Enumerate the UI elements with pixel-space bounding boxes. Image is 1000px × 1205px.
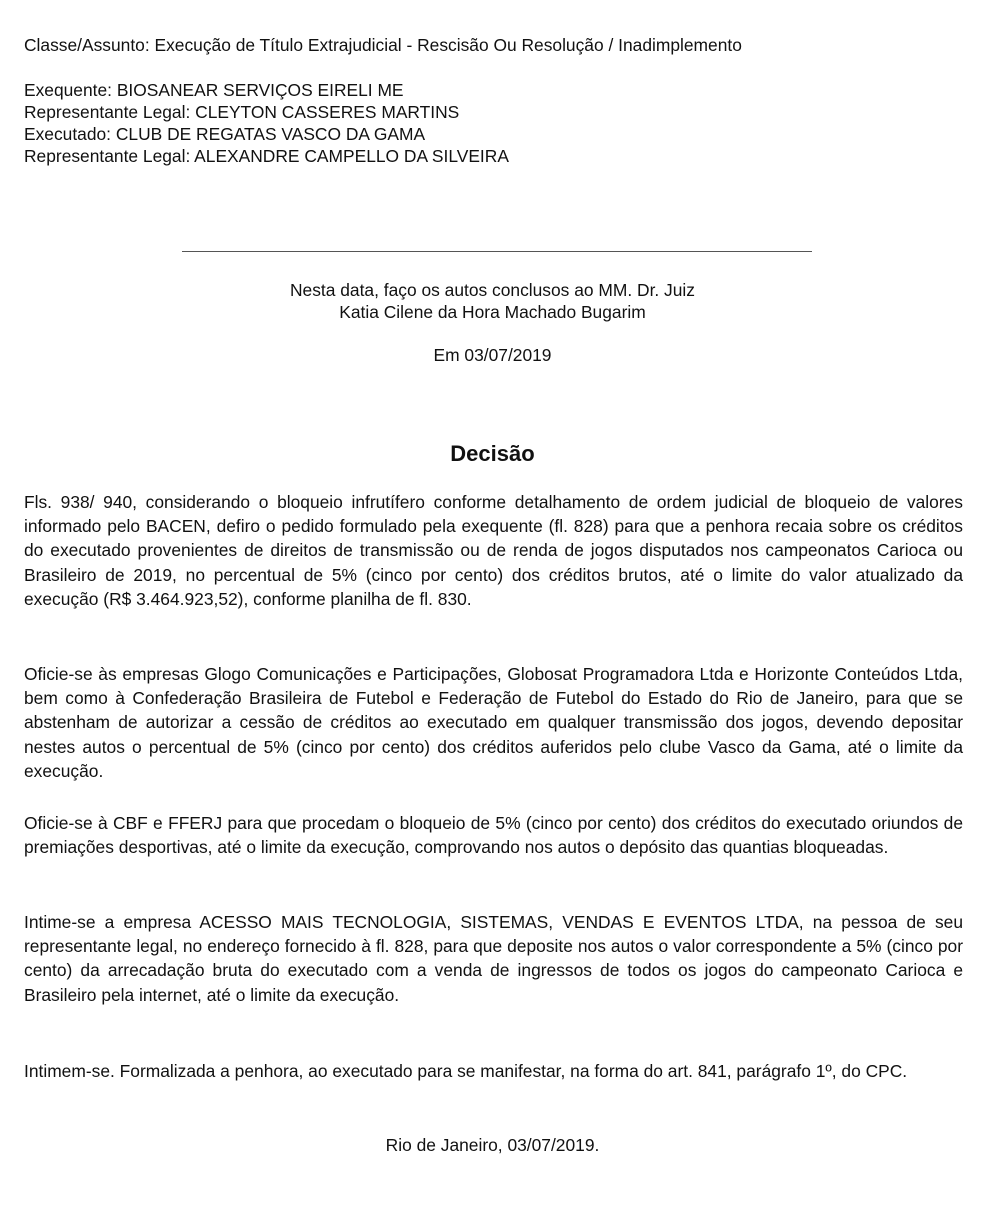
party-executado: Executado: CLUB DE REGATAS VASCO DA GAMA xyxy=(24,124,426,144)
party-exequente-representative: Representante Legal: CLEYTON CASSERES MARTINS xyxy=(24,102,460,122)
decision-paragraph: Fls. 938/ 940, considerando o bloqueio infrutífero conforme detalhamento de ordem judicial de bloqueio de valores informado pelo BACEN, defiro o pedido formulado pela exequente (fl. 828) para que a penhora recaia sobre os créditos do executado provenientes de direitos de transmissão ou de renda de jogos disputados nos campeonatos Carioca ou Brasileiro de 2019, no percentual de 5% (cinco por cento) dos créditos brutos, até o limite do valor atualizado da execução (R$ 3.464.923,52), conforme planilha de fl. 830. xyxy=(24,492,963,609)
separator-line xyxy=(182,251,812,252)
closing-place-date: Rio de Janeiro, 03/07/2019. xyxy=(385,1135,600,1155)
party-executado-representative: Representante Legal: ALEXANDRE CAMPELLO DA SILVEIRA xyxy=(24,146,509,166)
conclusion-line: Nesta data, faço os autos conclusos ao MM. Dr. Juiz xyxy=(289,280,695,300)
decision-paragraph: Oficie-se às empresas Glogo Comunicações e Participações, Globosat Programadora Ltda e Horizonte Conteúdos Ltda, bem como à Confederação Brasileira de Futebol e Federação de Futebol do Estado do Rio de Janeiro, para que se abstenham de autorizar a cessão de créditos ao executado em qualquer transmissão dos jogos, devendo depositar nestes autos o percentual de 5% (cinco por cento) dos créditos auferidos pelo clube Vasco da Gama, até o limite da execução. xyxy=(24,664,963,781)
decision-paragraph: Oficie-se à CBF e FFERJ para que procedam o bloqueio de 5% (cinco por cento) dos créditos do executado oriundos de premiações desportivas, até o limite da execução, comprovando nos autos o depósito das quantias bloqueadas. xyxy=(24,813,963,858)
conclusion-date: Em 03/07/2019 xyxy=(433,345,552,365)
party-exequente: Exequente: BIOSANEAR SERVIÇOS EIRELI ME xyxy=(24,80,404,100)
classe-assunto: Classe/Assunto: Execução de Título Extrajudicial - Rescisão Ou Resolução / Inadimplemento xyxy=(24,35,742,55)
judge-name: Katia Cilene da Hora Machado Bugarim xyxy=(339,302,646,322)
decision-title: Decisão xyxy=(450,441,535,466)
decision-paragraph: Intimem-se. Formalizada a penhora, ao executado para se manifestar, na forma do art. 841, parágrafo 1º, do CPC. xyxy=(24,1061,908,1081)
decision-paragraph: Intime-se a empresa ACESSO MAIS TECNOLOGIA, SISTEMAS, VENDAS E EVENTOS LTDA, na pessoa de seu representante legal, no endereço fornecido à fl. 828, para que deposite nos autos o valor correspondente a 5% (cinco por cento) da arrecadação bruta do executado com a venda de ingressos de todos os jogos do campeonato Carioca e Brasileiro pela internet, até o limite da execução. xyxy=(24,912,963,1005)
